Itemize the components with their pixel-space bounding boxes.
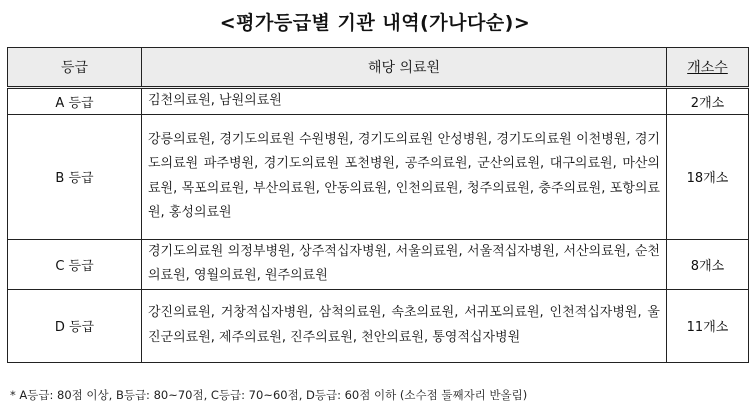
count-cell: 18개소 [667, 114, 749, 239]
header-count [667, 48, 749, 88]
footnote: * A등급: 80점 이상, B등급: 80~70점, C등급: 70~60점, D등급: 60점 이하 (소수점 둘째자리 반올림) [10, 388, 528, 402]
hospitals-cell: 강진의료원, 거창적십자병원, 삼척의료원, 속초의료원, 서귀포의료원, 인천적십자병원, 울진군의료원, 제주의료원, 진주의료원, 천안의료원, 통영적십자병원 [142, 289, 667, 362]
grade-cell: C 등급 [8, 239, 142, 289]
table-row [8, 114, 749, 239]
grade-cell: B 등급 [8, 114, 142, 239]
header-count-label: 개소수 [687, 60, 728, 76]
table-row [8, 289, 749, 362]
header-grade: 등급 [8, 48, 142, 88]
page-title: <평가등급별 기관 내역(가나다순)> [219, 12, 531, 34]
count-cell: 8개소 [667, 239, 749, 289]
table-row [8, 239, 749, 289]
hospitals-cell: 강릉의료원, 경기도의료원 수원병원, 경기도의료원 안성병원, 경기도의료원 이천병원, 경기도의료원 파주병원, 경기도의료원 포천병원, 공주의료원, 군산의료원, 대구의료원, 마산의료원, 목포의료원, 부산의료원, 안동의료원, 인천의료원, 청주의료원, 충주의료원, 포항의료원, 홍성의료원 [142, 114, 667, 239]
table-header-row [8, 48, 749, 88]
grade-cell: D 등급 [8, 289, 142, 362]
grade-table [7, 47, 749, 363]
hospitals-cell: 경기도의료원 의정부병원, 상주적십자병원, 서울의료원, 서울적십자병원, 서산의료원, 순천의료원, 영월의료원, 원주의료원 [142, 239, 667, 289]
count-cell: 2개소 [667, 88, 749, 115]
header-hospitals: 해당 의료원 [142, 48, 667, 88]
grade-cell: A 등급 [8, 88, 142, 115]
hospitals-cell: 김천의료원, 남원의료원 [142, 88, 667, 115]
table-row [8, 88, 749, 115]
count-cell: 11개소 [667, 289, 749, 362]
